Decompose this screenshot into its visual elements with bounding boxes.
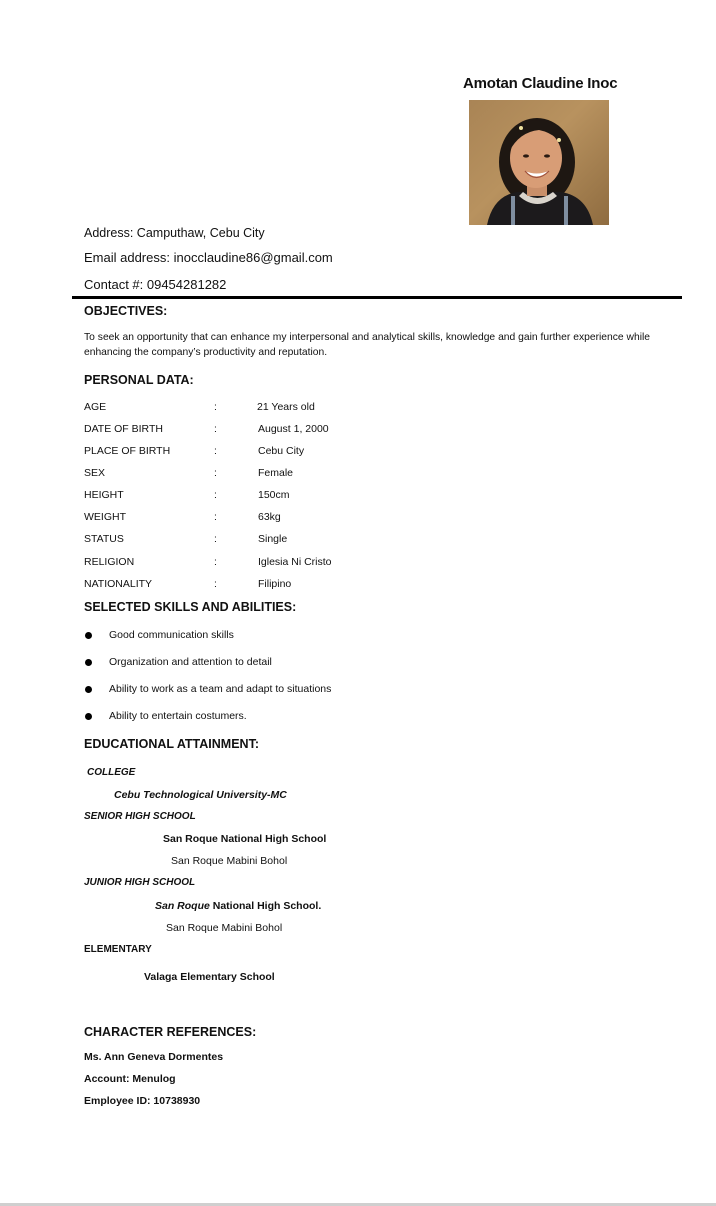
objectives-text: To seek an opportunity that can enhance my interpersonal and analytical skills, knowledge and gain further experience while enhancing the company’s productivity and reputation. [84,332,650,358]
dob-value: August 1, 2000 [258,423,329,435]
junior-high-school-italic: San Roque [155,900,210,912]
separator: : [214,467,217,479]
sex-label: SEX [84,467,106,479]
status-value: Single [258,533,288,545]
age-label: AGE [84,401,107,413]
address-line: Address: Camputhaw, Cebu City [84,226,265,240]
elementary-level: ELEMENTARY [84,944,152,955]
reference-account: Account: Menulog [84,1073,176,1085]
references-heading: CHARACTER REFERENCES: [84,1025,257,1039]
separator: : [214,556,217,568]
separator: : [214,511,217,523]
college-level: COLLEGE [87,767,136,778]
skill-item: Organization and attention to detail [109,656,272,668]
pob-label: PLACE OF BIRTH [84,445,171,457]
nationality-label: NATIONALITY [84,578,153,590]
sex-value: Female [258,467,294,479]
reference-name: Ms. Ann Geneva Dormentes [84,1051,224,1063]
reference-employee-id: Employee ID: 10738930 [84,1095,201,1107]
senior-high-address: San Roque Mabini Bohol [171,855,288,867]
skill-item: Good communication skills [109,629,234,641]
junior-high-level: JUNIOR HIGH SCHOOL [84,877,196,888]
contact-number-line: Contact #: 09454281282 [84,277,227,292]
separator: : [214,423,217,435]
college-school: Cebu Technological University-MC [114,789,287,801]
senior-high-school: San Roque National High School [163,833,327,845]
dob-label: DATE OF BIRTH [84,423,163,435]
skill-item: Ability to entertain costumers. [109,710,247,722]
bullet-icon [85,686,92,693]
weight-value: 63kg [258,511,281,523]
junior-high-address: San Roque Mabini Bohol [166,922,283,934]
education-heading: EDUCATIONAL ATTAINMENT: [84,737,259,751]
height-value: 150cm [258,489,290,501]
junior-high-school [155,900,321,912]
applicant-name: Amotan Claudine Inoc [463,75,618,92]
skills-heading: SELECTED SKILLS AND ABILITIES: [84,600,297,614]
bullet-icon [85,659,92,666]
pob-value: Cebu City [258,445,305,457]
email-line: Email address: inocclaudine86@gmail.com [84,250,333,265]
skill-item: Ability to work as a team and adapt to situations [109,683,332,695]
religion-value: Iglesia Ni Cristo [258,556,332,568]
separator: : [214,489,217,501]
weight-label: WEIGHT [84,511,126,523]
person-photo-icon [469,100,609,225]
religion-label: RELIGION [84,556,135,568]
personal-data-heading: PERSONAL DATA: [84,373,194,387]
separator: : [214,445,217,457]
age-value: 21 Years old [257,401,315,413]
nationality-value: Filipino [258,578,292,590]
separator: : [214,578,217,590]
header-divider [72,296,682,299]
senior-high-level: SENIOR HIGH SCHOOL [84,811,196,822]
bullet-icon [85,713,92,720]
separator: : [214,401,217,413]
objectives-heading: OBJECTIVES: [84,304,168,318]
bullet-icon [85,632,92,639]
separator: : [214,533,217,545]
elementary-school: Valaga Elementary School [144,971,275,983]
height-label: HEIGHT [84,489,124,501]
status-label: STATUS [84,533,124,545]
profile-photo [469,100,609,225]
junior-high-school-rest: National High School. [209,900,322,912]
